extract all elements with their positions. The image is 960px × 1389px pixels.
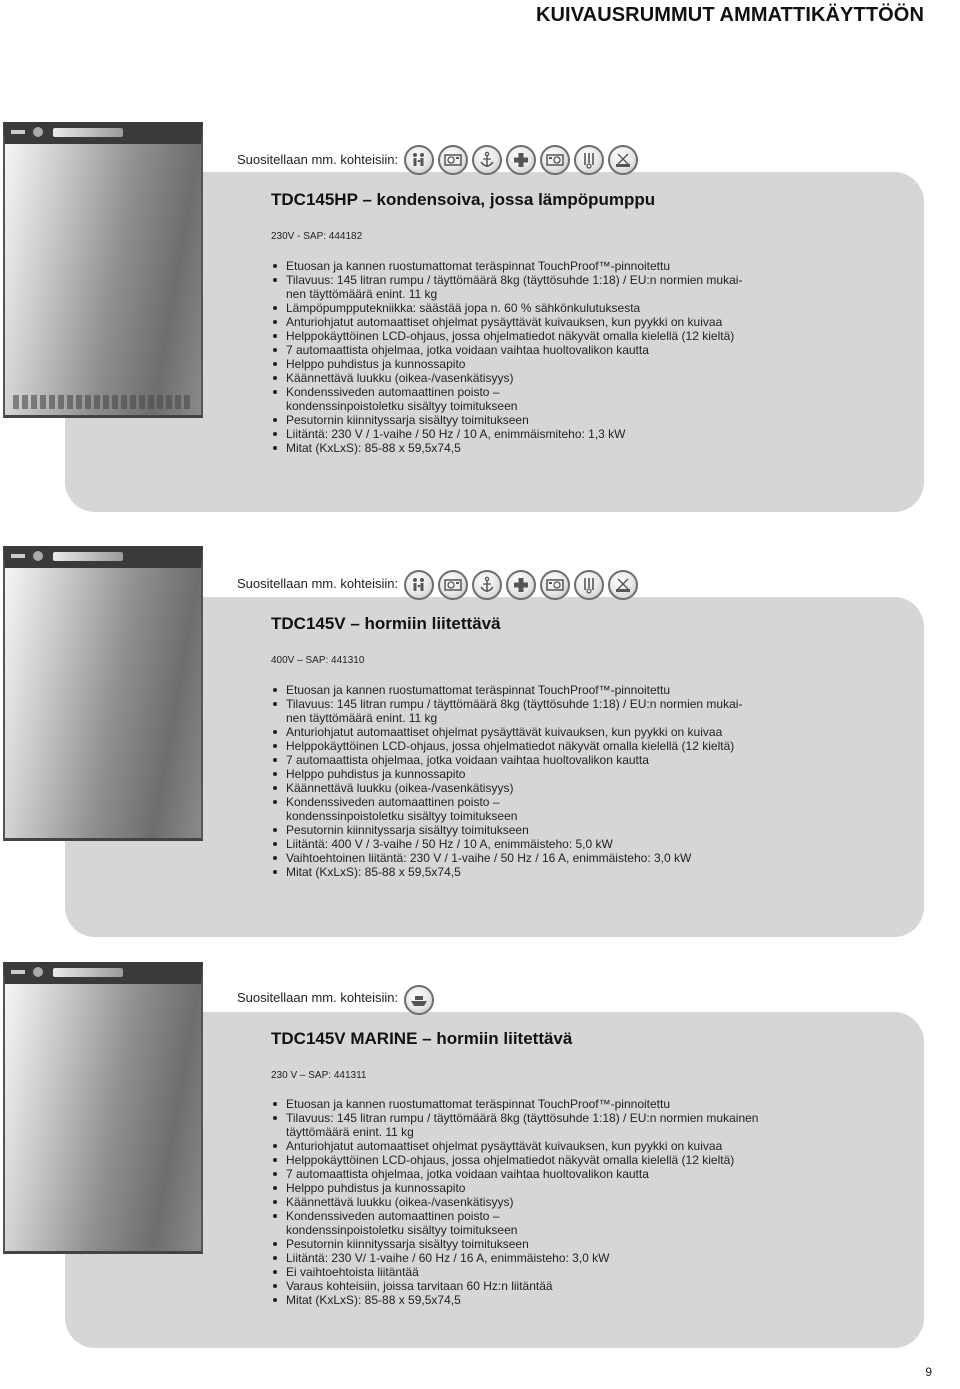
list-item: kondenssinpoistoletku sisältyy toimitukseen — [286, 809, 518, 823]
suitable-label: Suositellaan mm. kohteisiin: — [237, 990, 399, 1005]
list-item: Etuosan ja kannen ruostumattomat teräspinnat TouchProof™-pinnoitettu — [271, 683, 791, 697]
list-item: Varaus kohteisiin, joissa tarvitaan 60 Hz:n liitäntää — [271, 1279, 791, 1293]
usage-icons — [404, 570, 638, 600]
list-item: Etuosan ja kannen ruostumattomat teräspinnat TouchProof™-pinnoitettu — [271, 259, 791, 273]
family-icon — [404, 145, 434, 175]
list-item: Kondenssiveden automaattinen poisto – — [271, 1209, 791, 1223]
list-item: Mitat (KxLxS): 85-88 x 59,5x74,5 — [271, 1293, 791, 1307]
salon-tools-icon — [574, 145, 604, 175]
list-item: Helppo puhdistus ja kunnossapito — [271, 1181, 791, 1195]
salon-tools-icon — [574, 570, 604, 600]
list-item: Tilavuus: 145 litran rumpu / täyttömäärä 8kg (täyttösuhde 1:18) / EU:n normien mukai- — [271, 273, 791, 287]
usage-icons — [404, 985, 434, 1015]
medical-cross-icon — [506, 570, 536, 600]
list-item: 7 automaattista ohjelmaa, jotka voidaan vaihtaa huoltovalikon kautta — [271, 753, 791, 767]
dryer-image — [3, 962, 203, 1254]
product-sap: 230 V – SAP: 441311 — [271, 1070, 367, 1081]
list-item: Kondenssiveden automaattinen poisto – — [271, 795, 791, 809]
product-title: TDC145V MARINE – hormiin liitettävä — [271, 1029, 573, 1048]
list-item: Etuosan ja kannen ruostumattomat teräspinnat TouchProof™-pinnoitettu — [271, 1097, 791, 1111]
list-item: Käännettävä luukku (oikea-/vasenkätisyys) — [271, 1195, 791, 1209]
list-item: nen täyttömäärä enint. 11 kg — [286, 711, 438, 725]
list-item: Pesutornin kiinnityssarja sisältyy toimitukseen — [271, 1237, 791, 1251]
anchor-icon — [472, 570, 502, 600]
feature-list — [271, 683, 791, 879]
list-item: Anturiohjatut automaattiset ohjelmat pysäyttävät kuivauksen, kun pyykki on kuivaa — [271, 1139, 791, 1153]
list-item: Helppokäyttöinen LCD-ohjaus, jossa ohjelmatiedot näkyvät omalla kielellä (12 kieltä) — [271, 1153, 791, 1167]
page-number: 9 — [925, 1365, 932, 1379]
family-icon — [404, 570, 434, 600]
washing-machine-icon — [438, 570, 468, 600]
list-item: Helppo puhdistus ja kunnossapito — [271, 357, 791, 371]
list-item: Liitäntä: 230 V / 1-vaihe / 50 Hz / 10 A, enimmäismiteho: 1,3 kW — [271, 427, 791, 441]
page-header-title: KUIVAUSRUMMUT AMMATTIKÄYTTÖÖN — [535, 4, 924, 26]
list-item: Käännettävä luukku (oikea-/vasenkätisyys) — [271, 371, 791, 385]
list-item: Helppo puhdistus ja kunnossapito — [271, 767, 791, 781]
suitable-label: Suositellaan mm. kohteisiin: — [237, 576, 399, 591]
ship-icon — [404, 985, 434, 1015]
list-item: Vaihtoehtoinen liitäntä: 230 V / 1-vaihe / 50 Hz / 16 A, enimmäisteho: 3,0 kW — [271, 851, 791, 865]
list-item: täyttömäärä enint. 11 kg — [286, 1125, 414, 1139]
list-item: Lämpöpumpputekniikka: säästää jopa n. 60 % sähkönkulutuksesta — [271, 301, 791, 315]
list-item: Pesutornin kiinnityssarja sisältyy toimitukseen — [271, 823, 791, 837]
list-item: Tilavuus: 145 litran rumpu / täyttömäärä 8kg (täyttösuhde 1:18) / EU:n normien mukainen — [271, 1111, 791, 1125]
washing-machine-icon — [438, 145, 468, 175]
laundry-service-icon — [540, 145, 570, 175]
list-item: Mitat (KxLxS): 85-88 x 59,5x74,5 — [271, 441, 791, 455]
product-sap: 230V - SAP: 444182 — [271, 231, 363, 242]
hotel-bed-icon — [608, 145, 638, 175]
product-title: TDC145HP – kondensoiva, jossa lämpöpumppu — [271, 190, 656, 209]
suitable-label: Suositellaan mm. kohteisiin: — [237, 152, 399, 167]
feature-list — [271, 259, 791, 455]
list-item: Anturiohjatut automaattiset ohjelmat pysäyttävät kuivauksen, kun pyykki on kuivaa — [271, 725, 791, 739]
list-item: nen täyttömäärä enint. 11 kg — [286, 287, 438, 301]
feature-list — [271, 1097, 791, 1307]
list-item: Pesutornin kiinnityssarja sisältyy toimitukseen — [271, 413, 791, 427]
list-item: kondenssinpoistoletku sisältyy toimitukseen — [286, 399, 518, 413]
dryer-image — [3, 546, 203, 841]
list-item: 7 automaattista ohjelmaa, jotka voidaan vaihtaa huoltovalikon kautta — [271, 343, 791, 357]
list-item: Ei vaihtoehtoista liitäntää — [271, 1265, 791, 1279]
list-item: Helppokäyttöinen LCD-ohjaus, jossa ohjelmatiedot näkyvät omalla kielellä (12 kieltä) — [271, 739, 791, 753]
dryer-image — [3, 122, 203, 418]
list-item: Mitat (KxLxS): 85-88 x 59,5x74,5 — [271, 865, 791, 879]
product-title: TDC145V – hormiin liitettävä — [271, 614, 501, 633]
product-sap: 400V – SAP: 441310 — [271, 655, 365, 666]
list-item: Helppokäyttöinen LCD-ohjaus, jossa ohjelmatiedot näkyvät omalla kielellä (12 kieltä) — [271, 329, 791, 343]
hotel-bed-icon — [608, 570, 638, 600]
usage-icons — [404, 145, 638, 175]
anchor-icon — [472, 145, 502, 175]
list-item: Anturiohjatut automaattiset ohjelmat pysäyttävät kuivauksen, kun pyykki on kuivaa — [271, 315, 791, 329]
list-item: 7 automaattista ohjelmaa, jotka voidaan vaihtaa huoltovalikon kautta — [271, 1167, 791, 1181]
list-item: Tilavuus: 145 litran rumpu / täyttömäärä 8kg (täyttösuhde 1:18) / EU:n normien mukai- — [271, 697, 791, 711]
laundry-service-icon — [540, 570, 570, 600]
list-item: kondenssinpoistoletku sisältyy toimitukseen — [286, 1223, 518, 1237]
medical-cross-icon — [506, 145, 536, 175]
list-item: Käännettävä luukku (oikea-/vasenkätisyys) — [271, 781, 791, 795]
list-item: Kondenssiveden automaattinen poisto – — [271, 385, 791, 399]
list-item: Liitäntä: 230 V/ 1-vaihe / 60 Hz / 16 A, enimmäisteho: 3,0 kW — [271, 1251, 791, 1265]
list-item: Liitäntä: 400 V / 3-vaihe / 50 Hz / 10 A, enimmäisteho: 5,0 kW — [271, 837, 791, 851]
